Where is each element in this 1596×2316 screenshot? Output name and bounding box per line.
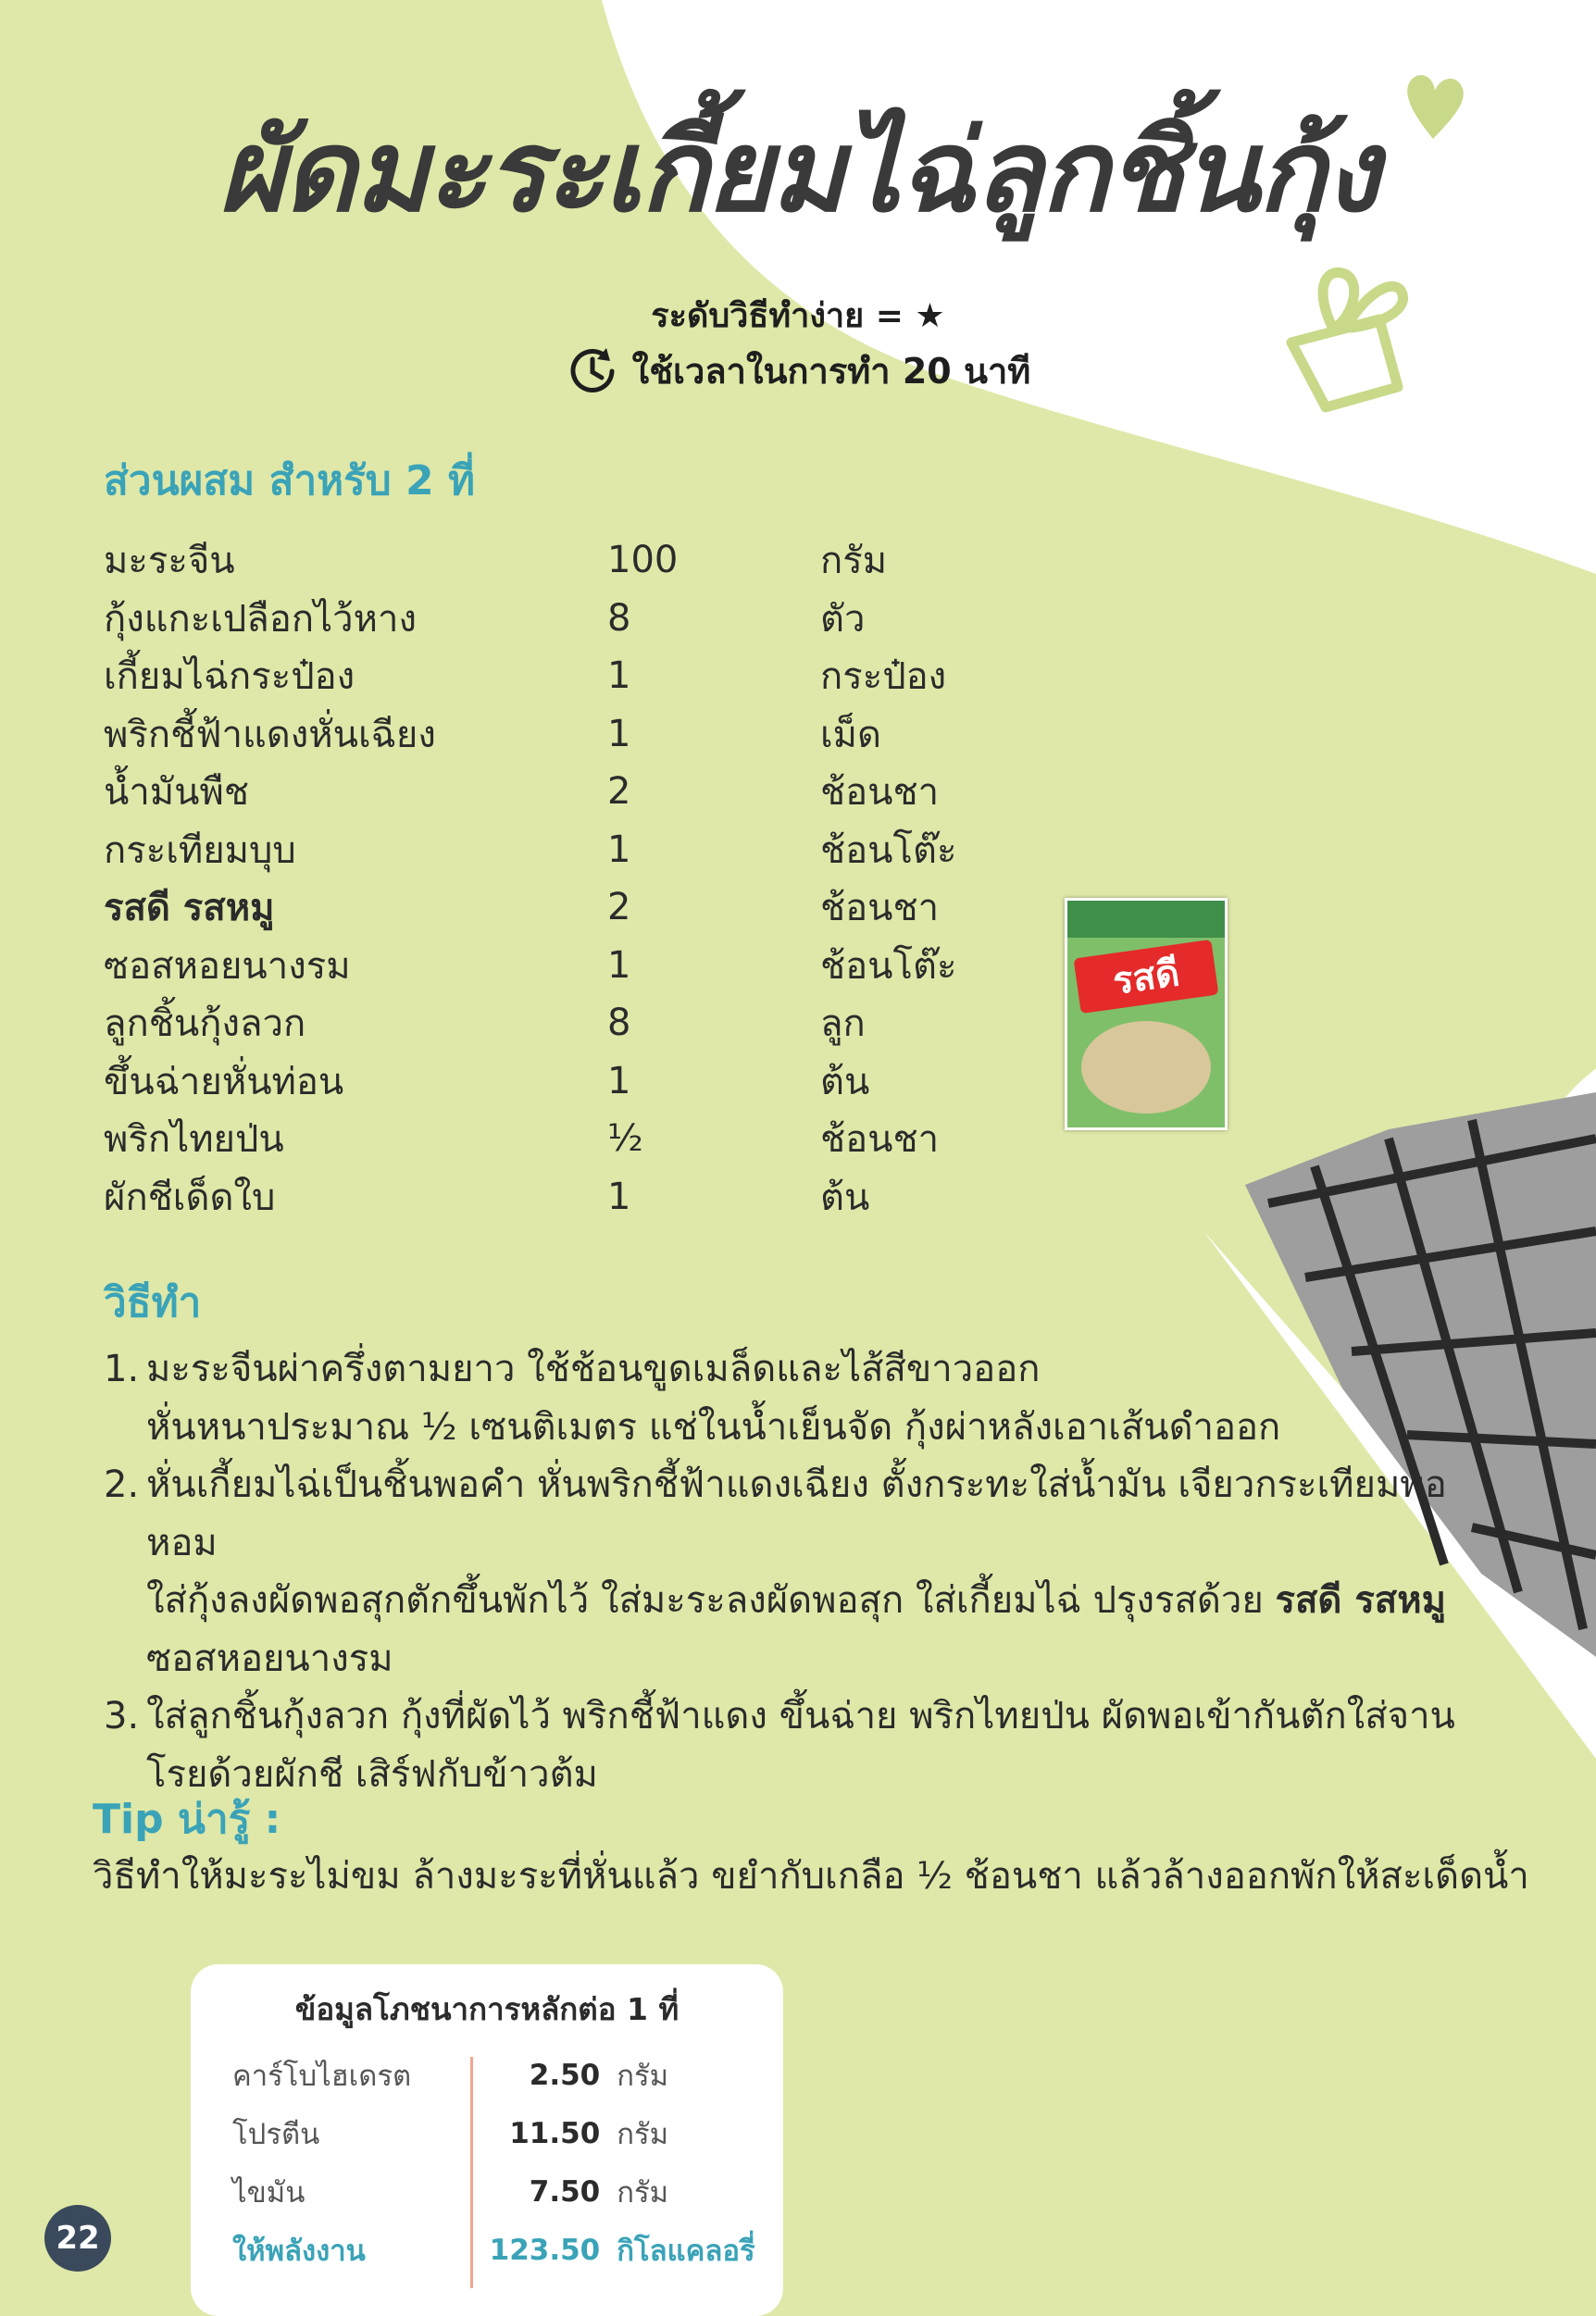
ingredient-row — [104, 1052, 1029, 1111]
ingredient-unit: กระป๋อง — [820, 655, 947, 699]
nutrient-value: 11.50 — [509, 2116, 601, 2150]
nutrient-label: ไขมัน — [232, 2175, 305, 2210]
ingredient-qty: 8 — [607, 596, 631, 640]
ingredients-heading: ส่วนผสม สำหรับ 2 ที่ — [104, 457, 475, 504]
step-number: 2. — [104, 1463, 140, 1506]
nutrition-title: ข้อมูลโภชนาการหลักต่อ 1 ที่ — [294, 1991, 680, 2027]
step-text: ใส่ลูกชิ้นกุ้งลวก กุ้งที่ผัดไว้ พริกชี้ฟ้าแดง ขึ้นฉ่าย พริกไทยป่น ผัดพอเข้ากันตักใส่จาน — [146, 1695, 1455, 1737]
nutrition-row — [232, 2104, 769, 2162]
ingredient-name: ลูกชิ้นกุ้งลวก — [104, 1002, 306, 1046]
brand-name: รสดี รสหมู — [1275, 1579, 1446, 1622]
cooking-time-text: ใช้เวลาในการทำ 20 นาที — [631, 351, 1031, 392]
nutrient-label: คาร์โบไฮเดรต — [232, 2059, 412, 2093]
nutrient-unit: กรัม — [617, 2117, 669, 2151]
ingredient-name: รสดี รสหมู — [104, 887, 275, 930]
ingredient-qty: 1 — [607, 943, 631, 987]
ingredient-row — [104, 531, 1029, 590]
ingredient-unit: ต้น — [820, 1176, 870, 1219]
tip-text: วิธีทำให้มะระไม่ขม ล้างมะระที่หั่นแล้ว ขยำกับเกลือ ½ ช้อนชา แล้วล้างออกพักให้สะเด็ดน้ำ — [93, 1855, 1529, 1898]
nutrition-card — [191, 1964, 783, 2316]
rosdee-product-image — [1065, 898, 1228, 1130]
ingredient-qty: 1 — [607, 828, 631, 871]
nutrient-value: 123.50 — [489, 2233, 601, 2267]
ingredient-qty: 2 — [607, 770, 631, 814]
page-number: 22 — [44, 2205, 111, 2272]
ingredient-name: ซอสหอยนางรม — [104, 944, 351, 988]
ingredient-qty: 1 — [607, 712, 631, 755]
ingredient-row — [104, 1110, 1029, 1168]
method-step — [104, 1456, 1455, 1687]
ingredient-row — [104, 763, 1029, 821]
ingredient-qty: 8 — [607, 1002, 631, 1045]
ingredient-row — [104, 1168, 1029, 1226]
ingredient-name: กุ้งแกะเปลือกไว้หาง — [104, 597, 417, 641]
nutrition-row — [232, 2046, 769, 2104]
ingredient-name: น้ำมันพืช — [104, 771, 250, 815]
nutrition-row-energy — [232, 2221, 769, 2279]
ingredient-qty: ½ — [607, 1117, 643, 1161]
method-steps — [104, 1340, 1455, 1803]
difficulty-level: ระดับวิธีทำง่าย = ★ — [651, 297, 945, 335]
ingredient-qty: 1 — [607, 1175, 631, 1218]
nutrition-row — [232, 2162, 769, 2221]
ingredient-unit: ลูก — [820, 1002, 866, 1046]
ingredient-name: ขึ้นฉ่ายหั่นท่อน — [104, 1060, 344, 1103]
method-step — [104, 1340, 1455, 1456]
nutrient-label: โปรตีน — [232, 2117, 320, 2151]
ingredient-qty: 100 — [607, 539, 679, 582]
product-header — [1067, 901, 1225, 938]
ingredient-unit: กรัม — [820, 540, 888, 583]
ingredient-row — [104, 937, 1029, 995]
clock-icon — [566, 344, 619, 398]
product-logo: รสดี — [1074, 940, 1219, 1014]
ingredient-name: ผักชีเด็ดใบ — [104, 1176, 276, 1219]
step-text: มะระจีนผ่าครึ่งตามยาว ใช้ช้อนขูดเมล็ดและไส้สีขาวออก — [146, 1348, 1041, 1390]
nutrient-unit: กรัม — [617, 2059, 669, 2093]
ingredient-unit: ช้อนชา — [820, 887, 940, 930]
ingredient-unit: ช้อนโต๊ะ — [820, 828, 957, 872]
ingredient-name: กระเทียมบุบ — [104, 828, 296, 872]
nutrient-value: 7.50 — [529, 2174, 601, 2209]
step-text-line — [146, 1572, 1455, 1630]
ingredient-qty: 1 — [607, 1059, 631, 1102]
ingredient-unit: เม็ด — [820, 713, 882, 756]
product-food-photo — [1081, 1021, 1211, 1114]
ingredient-qty: 1 — [607, 654, 631, 698]
ingredient-row — [104, 647, 1029, 705]
method-heading: วิธีทำ — [104, 1279, 202, 1326]
ingredient-row — [104, 705, 1029, 764]
ingredient-row — [104, 878, 1029, 937]
tip-heading: Tip น่ารู้ : — [93, 1796, 281, 1843]
step-text: โรยด้วยผักชี เสิร์ฟกับข้าวต้ม — [146, 1752, 598, 1796]
step-text: ใส่กุ้งลงผัดพอสุกตักขึ้นพักไว้ ใส่มะระลงผัดพอสุก ใส่เกี้ยมไฉ่ ปรุงรสด้วย — [146, 1579, 1264, 1622]
ingredient-name: พริกชี้ฟ้าแดงหั่นเฉียง — [104, 713, 436, 756]
ingredient-name: มะระจีน — [104, 540, 235, 583]
nutrient-value: 2.50 — [529, 2058, 601, 2092]
ingredient-qty: 2 — [607, 886, 631, 929]
recipe-title: ผัดมะระเกี้ยมไฉ่ลูกชิ้นกุ้ง — [218, 106, 1378, 237]
ingredient-unit: ตัว — [820, 597, 866, 641]
step-number: 1. — [104, 1348, 140, 1390]
nutrient-label: ให้พลังงาน — [232, 2234, 366, 2268]
ingredient-unit: ต้น — [820, 1060, 870, 1103]
method-step — [104, 1687, 1455, 1803]
step-number: 3. — [104, 1695, 140, 1737]
step-text: หั่นเกี้ยมไฉ่เป็นชิ้นพอคำ หั่นพริกชี้ฟ้าแดงเฉียง ตั้งกระทะใส่น้ำมัน เจียวกระเทียมพอหอม — [146, 1463, 1447, 1564]
cooking-time — [0, 342, 1596, 399]
ingredient-name: พริกไทยป่น — [104, 1118, 284, 1162]
ingredient-unit: ช้อนโต๊ะ — [820, 944, 957, 988]
nutrient-unit: กรัม — [617, 2175, 669, 2210]
ingredient-row — [104, 590, 1029, 648]
nutrient-unit: กิโลแคลอรี่ — [617, 2234, 755, 2268]
ingredient-row — [104, 994, 1029, 1052]
ingredient-list — [104, 531, 1029, 1226]
ingredient-name: เกี้ยมไฉ่กระป๋อง — [104, 655, 355, 699]
ingredient-unit: ช้อนชา — [820, 1118, 940, 1162]
step-text: ซอสหอยนางรม — [146, 1637, 393, 1680]
step-text: หั่นหนาประมาณ ½ เซนติเมตร แช่ในน้ำเย็นจัด กุ้งผ่าหลังเอาเส้นดำออก — [146, 1405, 1281, 1449]
ingredient-row — [104, 821, 1029, 879]
ingredient-unit: ช้อนชา — [820, 771, 940, 815]
